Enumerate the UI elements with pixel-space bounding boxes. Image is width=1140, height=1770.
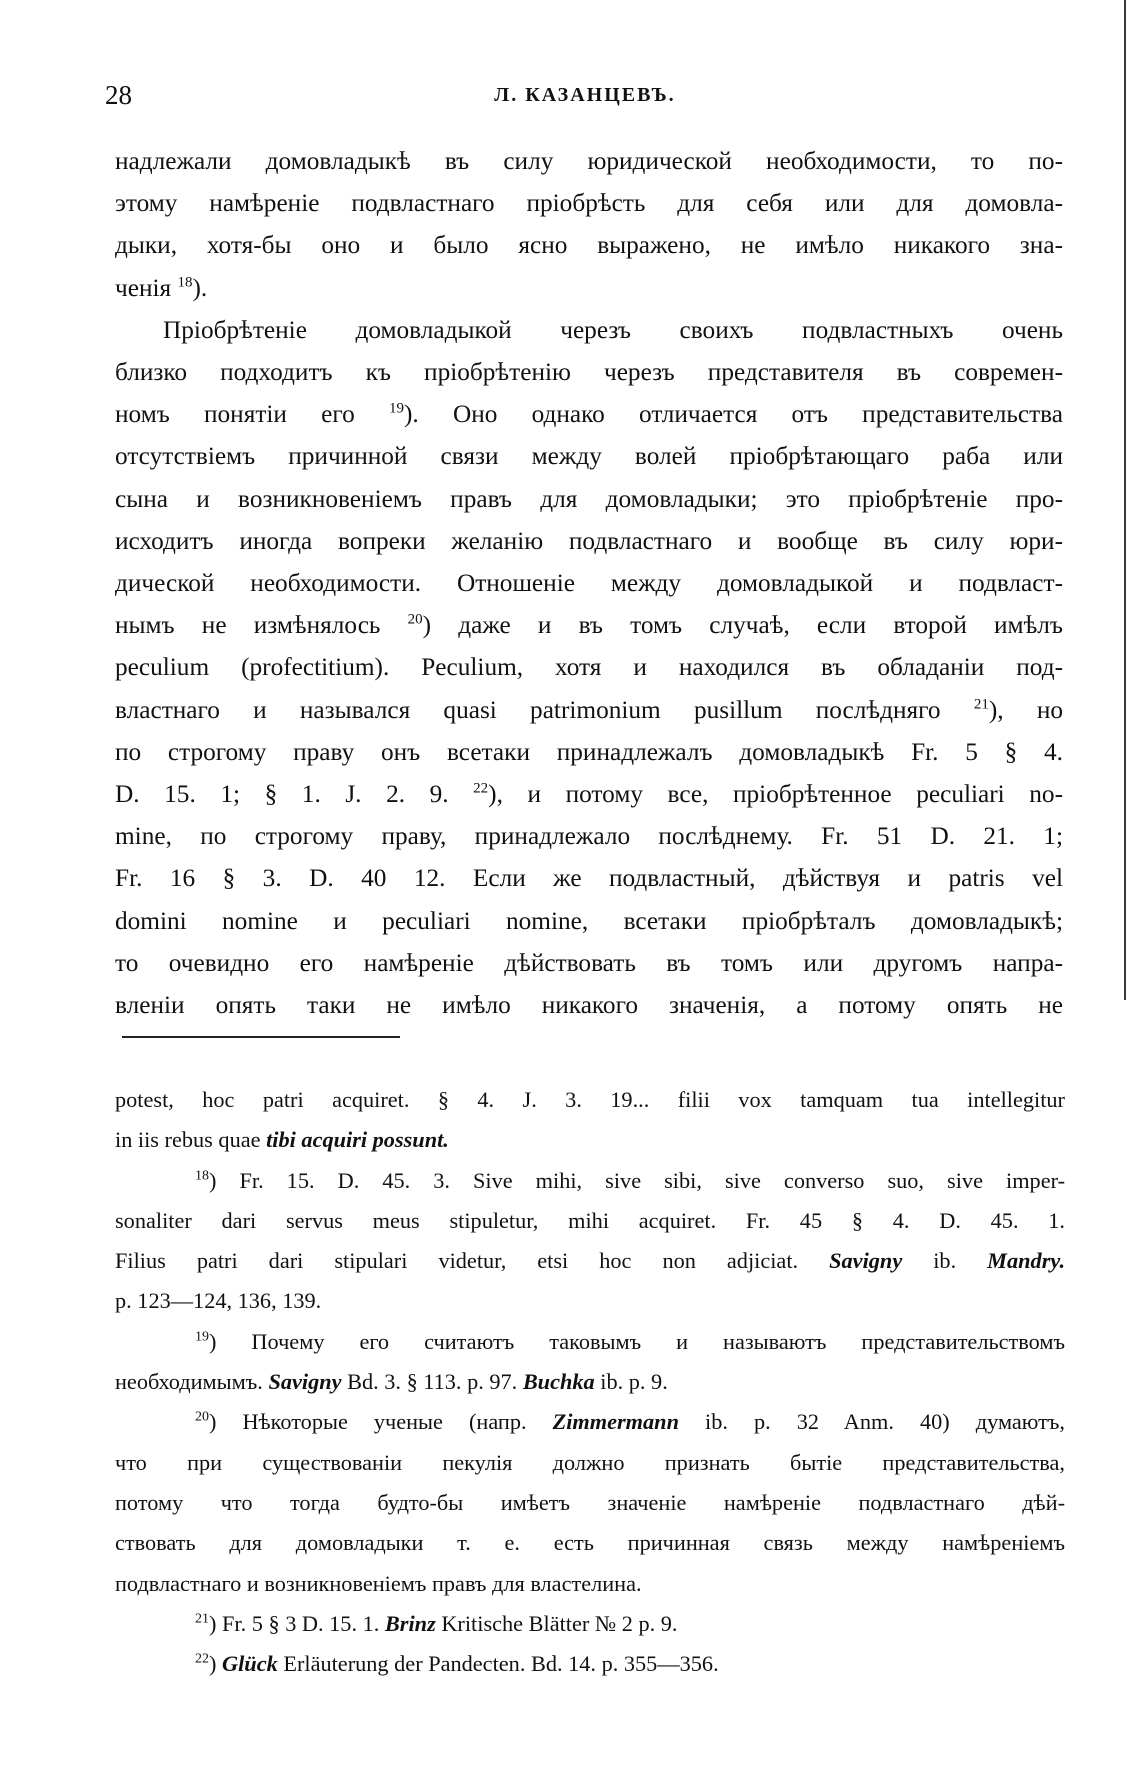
footnote-line: что при существованіи пекулія должно признать бытіе представительства,	[115, 1449, 1065, 1475]
footnote-ref-18: 18	[177, 274, 193, 291]
text-line: D. 15. 1; § 1. J. 2. 9. $^{22}$), и потому все, пріобрѣтенное peculiari no-	[115, 780, 1063, 809]
text-line: peculium (profectitium). Peculium, хотя и находился въ обладаніи под-	[115, 653, 1063, 682]
text-line: то очевидно его намѣреніе дѣйствовать въ томъ или другомъ напра-	[115, 948, 1063, 977]
footnote-ref-20: 20	[407, 611, 423, 628]
footnote-line: sonaliter dari servus meus stipuletur, mihi acquiret. Fr. 45 § 4. D. 45. 1.	[115, 1207, 1065, 1233]
text-line: надлежали домовладыкѣ въ силу юридической необходимости, то по-	[115, 147, 1063, 175]
text-line: этому намѣреніе подвластнаго пріобрѣсть для себя или для домовла-	[115, 189, 1063, 218]
footnote-19: $^{19}$) Почему его считаютъ таковымъ и называютъ представительствомъ	[195, 1328, 1066, 1354]
text-line: ченія $^{18}$).	[115, 273, 208, 302]
footnote-line: Filius patri dari stipulari videtur, etsi hoc non adjiciat. Savigny ib. Mandry.	[115, 1248, 1066, 1274]
text-line: отсутствіемъ причинной связи между волей пріобрѣтающаго раба или	[115, 442, 1063, 471]
page-edge-line	[1124, 0, 1126, 1000]
text-line: вленіи опять таки не имѣло никакого значенія, а потому опять не	[115, 991, 1063, 1020]
text-line: domini nomine и peculiari nomine, всетаки пріобрѣталъ домовладыкѣ;	[115, 906, 1063, 935]
footnote-22: $^{22}$) Glück Erläuterung der Pandecten. Bd. 14. p. 355—356.	[195, 1651, 719, 1677]
text-line: Fr. 16 § 3. D. 40 12. Если же подвластный, дѣйствуя и patris vel	[115, 864, 1063, 893]
footnote-line: подвластнаго и возникновеніемъ правъ для властелина.	[115, 1570, 642, 1596]
main-text	[115, 140, 1063, 1026]
footnote-ref-22: 22	[473, 780, 489, 797]
footnote-line: p. 123—124, 136, 139.	[115, 1288, 322, 1314]
text-line: сына и возникновеніемъ правъ для домовладыки; это пріобрѣтеніе про-	[115, 484, 1063, 513]
text-line: дыки, хотя-бы оно и было ясно выражено, не имѣло никакого зна-	[115, 231, 1063, 260]
page-header	[105, 80, 1065, 120]
running-title: Л. КАЗАНЦЕВЪ.	[494, 84, 676, 106]
text-line: mine, по строгому праву, принадлежало послѣднему. Fr. 51 D. 21. 1;	[115, 822, 1063, 851]
text-line: по строгому праву онъ всетаки принадлежалъ домовладыкѣ Fr. 5 § 4.	[115, 737, 1063, 766]
footnote-18: $^{18}$) Fr. 15. D. 45. 3. Sive mihi, sive sibi, sive converso suo, sive imper-	[195, 1167, 1065, 1193]
page-number: 28	[105, 80, 132, 110]
footnote-line: potest, hoc patri acquiret. § 4. J. 3. 19... filii vox tamquam tua intellegitur	[115, 1087, 1065, 1112]
footnote-divider	[122, 1036, 400, 1038]
text-line: дической необходимости. Отношеніе между домовладыкой и подвласт-	[115, 569, 1063, 598]
footnote-ref-21: 21	[973, 696, 989, 713]
footnotes	[115, 1080, 1065, 1684]
footnote-20: $^{20}$) Нѣкоторые ученые (напр. Zimmermann ib. p. 32 Anm. 40) думаютъ,	[195, 1409, 1066, 1435]
text-line: номъ понятіи его $^{19}$). Оно однако отличается отъ представительства	[115, 400, 1063, 429]
text-line: нымъ не измѣнялось $^{20}$) даже и въ томъ случаѣ, если второй имѣлъ	[115, 611, 1064, 640]
text-line: властнаго и назывался quasi patrimonium pusillum послѣдняго $^{21}$), но	[115, 695, 1064, 724]
footnote-21: $^{21}$) Fr. 5 § 3 D. 15. 1. Brinz Kritische Blätter № 2 p. 9.	[195, 1610, 678, 1636]
footnote-line: потому что тогда будто-бы имѣетъ значеніе намѣреніе подвластнаго дѣй-	[115, 1489, 1065, 1515]
text-line: близко подходитъ къ пріобрѣтенію черезъ представителя въ современ-	[115, 358, 1063, 387]
footnote-line: in iis rebus quae tibi acquiri possunt.	[115, 1127, 449, 1153]
text-line: Пріобрѣтеніе домовладыкой черезъ своихъ подвластныхъ очень	[163, 315, 1063, 344]
text-line: исходитъ иногда вопреки желанію подвластнаго и вообще въ силу юри-	[115, 526, 1063, 555]
footnote-line: необходимымъ. Savigny Bd. 3. § 113. p. 97. Buchka ib. p. 9.	[115, 1369, 668, 1395]
footnote-line: ствовать для домовладыки т. е. есть причинная связь между намѣреніемъ	[115, 1530, 1065, 1556]
footnote-ref-19: 19	[389, 400, 404, 417]
